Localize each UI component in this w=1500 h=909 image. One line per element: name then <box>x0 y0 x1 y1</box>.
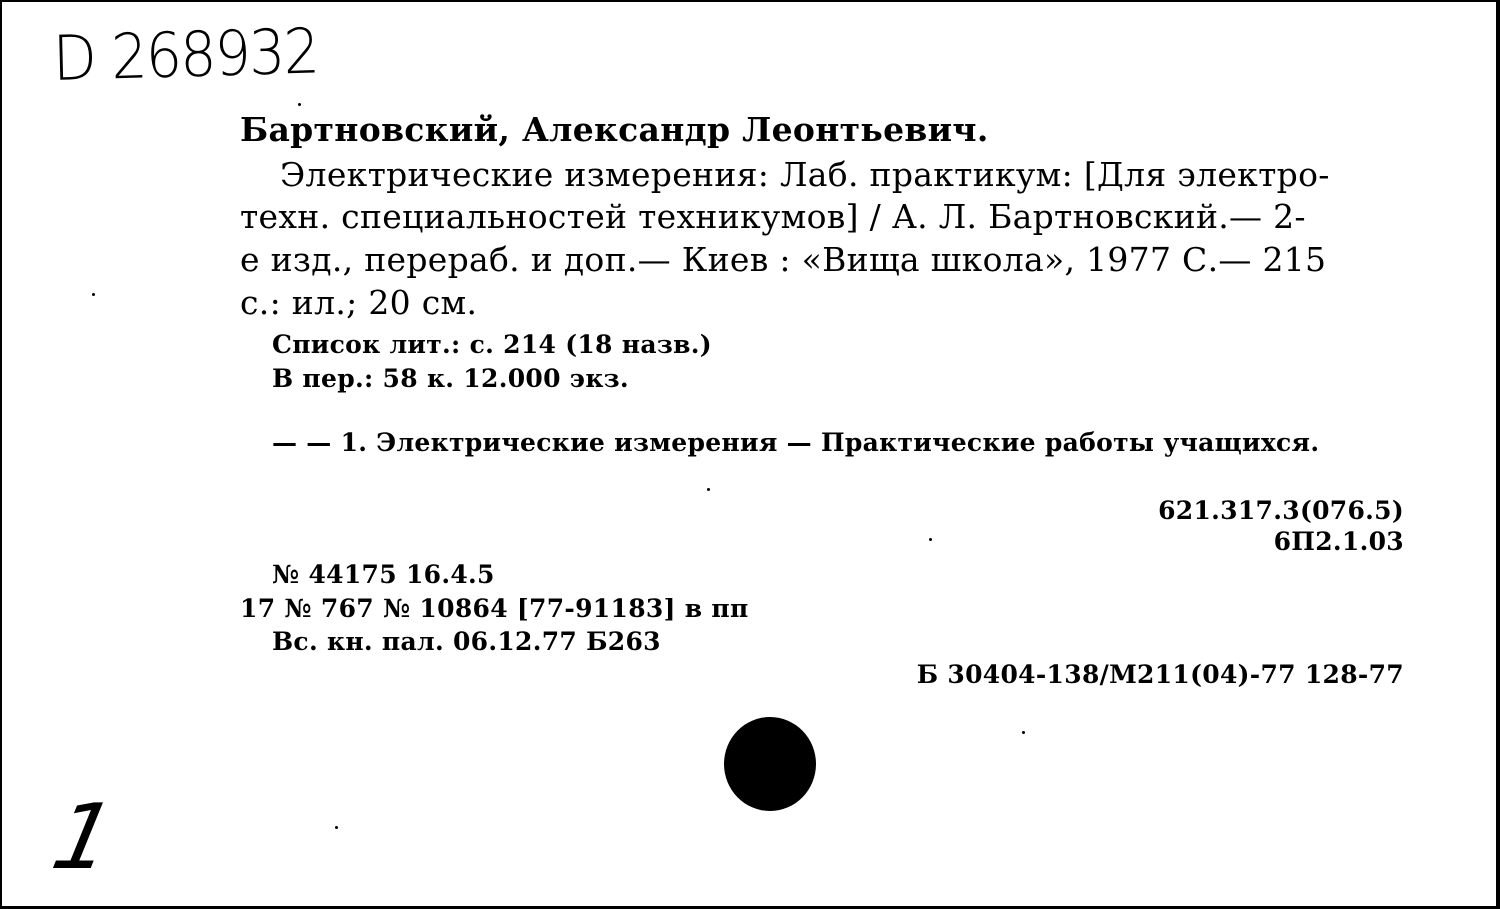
title-line-2: техн. специальностей техникумов] / А. Л. Бартновский.— 2- <box>240 197 1306 236</box>
scan-speck <box>929 538 932 541</box>
publisher-code: Б 30404-138/М211(04)-77 128-77 <box>916 660 1404 689</box>
price-print-run-note: В пер.: 58 к. 12.000 экз. <box>272 364 629 393</box>
accession-line-2: 17 № 767 № 10864 [77-91183] в пп <box>240 594 749 623</box>
bibliography-note: Список лит.: с. 214 (18 назв.) <box>272 330 712 359</box>
title-line-4: с.: ил.; 20 см. <box>240 283 478 322</box>
card-top-edge <box>0 0 1500 2</box>
title-line-3: е изд., перераб. и доп.— Киев : «Вища школа», 1977 С.— 215 <box>240 240 1327 279</box>
bbk-classification: 6П2.1.03 <box>1273 527 1404 556</box>
scan-speck <box>298 103 301 106</box>
handwritten-mark: 1 <box>43 785 124 890</box>
scan-speck <box>335 826 338 829</box>
scan-speck <box>707 488 710 491</box>
author-heading: Бартновский, Александр Леонтьевич. <box>240 110 989 149</box>
scan-speck <box>92 293 95 296</box>
punched-hole <box>724 717 816 811</box>
title-line-1: Электрические измерения: Лаб. практикум: [Для электро- <box>280 155 1330 194</box>
accession-line-3: Вс. кн. пал. 06.12.77 Б263 <box>272 627 661 656</box>
subject-heading: — — 1. Электрические измерения — Практические работы учащихся. <box>272 428 1320 457</box>
card-left-edge <box>0 0 2 909</box>
handwritten-card-number: D 268932 <box>52 14 319 95</box>
scan-speck <box>1022 731 1025 734</box>
accession-line-1: № 44175 16.4.5 <box>272 560 495 589</box>
udc-classification: 621.317.3(076.5) <box>1158 496 1404 525</box>
